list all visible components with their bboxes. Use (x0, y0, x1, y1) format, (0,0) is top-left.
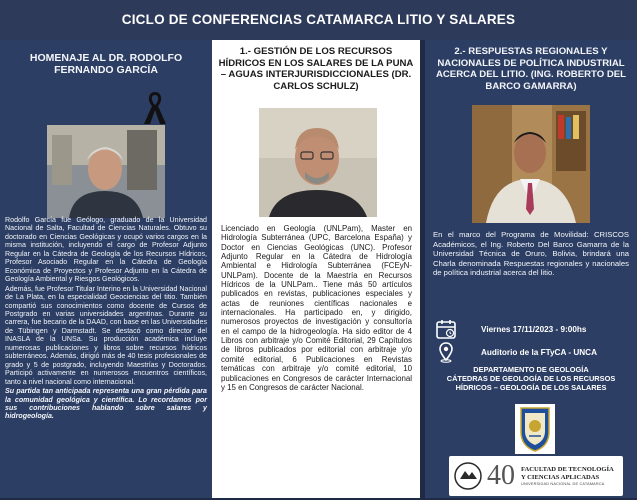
location-pin-icon (435, 341, 457, 363)
roberto-del-barco-photo (472, 105, 590, 223)
event-place: Auditorio de la FTyCA - UNCA (481, 347, 597, 357)
schulz-column (212, 40, 420, 498)
department-chairs: CÁTEDRAS DE GEOLOGÍA DE LOS RECURSOS HÍDRICOS – GEOLOGÍA DE LOS SALARES (446, 374, 616, 392)
homage-paragraph: Además, fue Profesor Titular Interino en la Universidad Nacional de La Plata, en la especialidad Geociencias del titio. También compartió sus conocimientos como docente de Cursos de Postgrado en varias universidades argentinas. Durante su carrera, fue becario de la DAAD, con base en las Universidades de Tübingen y Darmstadt. Se destacó como director del INASLA de la UNSa. Su producción académica incluye numerosas publicaciones y libros sobre recursos hídricos subterráneos. Además, dirigió más de 40 tesis profesionales de grado y 5 de postgrado, incluyendo Maestrías y Doctorados. Participó activamente en numerosos encuentros científicos, tanto a nivel nacional como internacional. (5, 284, 207, 386)
calendar-icon (435, 318, 457, 340)
faculty-logos-strip (449, 456, 623, 496)
del-barco-description: En el marco del Programa de Movilidad: CRISCOS Académicos, el Ing. Roberto Del Barco Gamarra de la Universidad Técnica de Oruro, Bolivia, brindará una Charla denominada Respuestas regionales y nacionales de política industrial acerca del litio. (433, 230, 629, 278)
carlos-schulz-photo (259, 108, 377, 217)
del-barco-talk-title: 2.- RESPUESTAS REGIONALES Y NACIONALES DE POLÍTICA INDUSTRIAL ACERCA DEL LITIO. (ING. ROBERTO DEL BARCO GAMARRA) (435, 46, 627, 92)
homage-title: HOMENAJE AL DR. RODOLFO FERNANDO GARCÍA (29, 52, 183, 76)
university-name: UNIVERSIDAD NACIONAL DE CATAMARCA (521, 481, 605, 486)
faculty-name-block (521, 466, 614, 485)
homage-column (0, 40, 212, 498)
department-name: DEPARTAMENTO DE GEOLOGÍA (473, 365, 589, 374)
event-date-row (435, 318, 586, 340)
homage-bio (0, 216, 212, 422)
homage-closing: Su partida tan anticipada representa una gran pérdida para la comunidad geológica y científica. Lo recordamos por sus contribuciones hablando sobre salares y hidrogeología. (5, 387, 207, 421)
event-place-row (435, 341, 597, 363)
department-block (425, 365, 637, 392)
university-shield-logo (515, 404, 555, 454)
department-logo-icon (453, 461, 483, 491)
anniversary-logo (487, 459, 517, 493)
schulz-talk-title: 1.- GESTIÓN DE LOS RECURSOS HÍDRICOS EN LOS SALARES DE LA PUNA – AGUAS INTERJURISDICCIONALES (DR. CARLOS SCHULZ) (218, 46, 414, 92)
mourning-ribbon-icon (140, 88, 170, 126)
event-date: Viernes 17/11/2023 - 9:00hs (481, 324, 587, 334)
del-barco-column (425, 40, 637, 498)
faculty-name-line1: FACULTAD DE TECNOLOGÍA (521, 466, 614, 474)
poster-title: CICLO DE CONFERENCIAS CATAMARCA LITIO Y SALARES (0, 0, 637, 40)
homage-paragraph: Rodolfo García fue Geólogo, graduado de la Universidad Nacional de Salta, Facultad de Ciencias Naturales. Obtuvo su doctorado en Ciencias Geológicas y ocupó varios cargos en la misma institución, incluyendo el cargo de Profesor Adjunto Regular en la Cátedra de Geología de los Recursos Hídricos, Profesor Asociado Regular en la Cátedra de Geología Económica de Proyectos y Profesor Adjunto en la Cátedra de Geología Ambiental y Riesgos Geológicos. (5, 216, 207, 284)
schulz-bio: Licenciado en Geología (UNLPam), Master en Hidrología Subterránea (UPC, Barcelona España) y Doctor en Ciencias Geológicas (UNC). Profesor Adjunto Regular en la Cátedra de Hidrología Ambiental e Hidrología Subterránea (FCEyN-UNLPam). Docente de la Maestría en Recursos Hídricos de la UNLPam.. Tiene más 50 artículos publicados en revistas, publicaciones especiales y actas de reuniones científicas nacionales e internacionales. Ha participado en, y dirigido, numerosos proyectos de investigación y consultoría en el campo de la hidrogeología. Ha sido editor de 4 Libros con arbitraje y/o Comité Editorial, 29 Capítulos de libros publicados por editorial con arbitraje y/o comité editorial, 6 Publicaciones en Revistas temáticas con arbitraje y/o comité editorial, 10 publicaciones en Congresos de carácter Internacional y 15 en Congresos de carácter Nacional. (221, 224, 412, 392)
faculty-name-line2: Y CIENCIAS APLICADAS (521, 474, 600, 481)
rodolfo-garcia-photo (47, 125, 165, 218)
anniversary-number: 40 (487, 460, 515, 491)
